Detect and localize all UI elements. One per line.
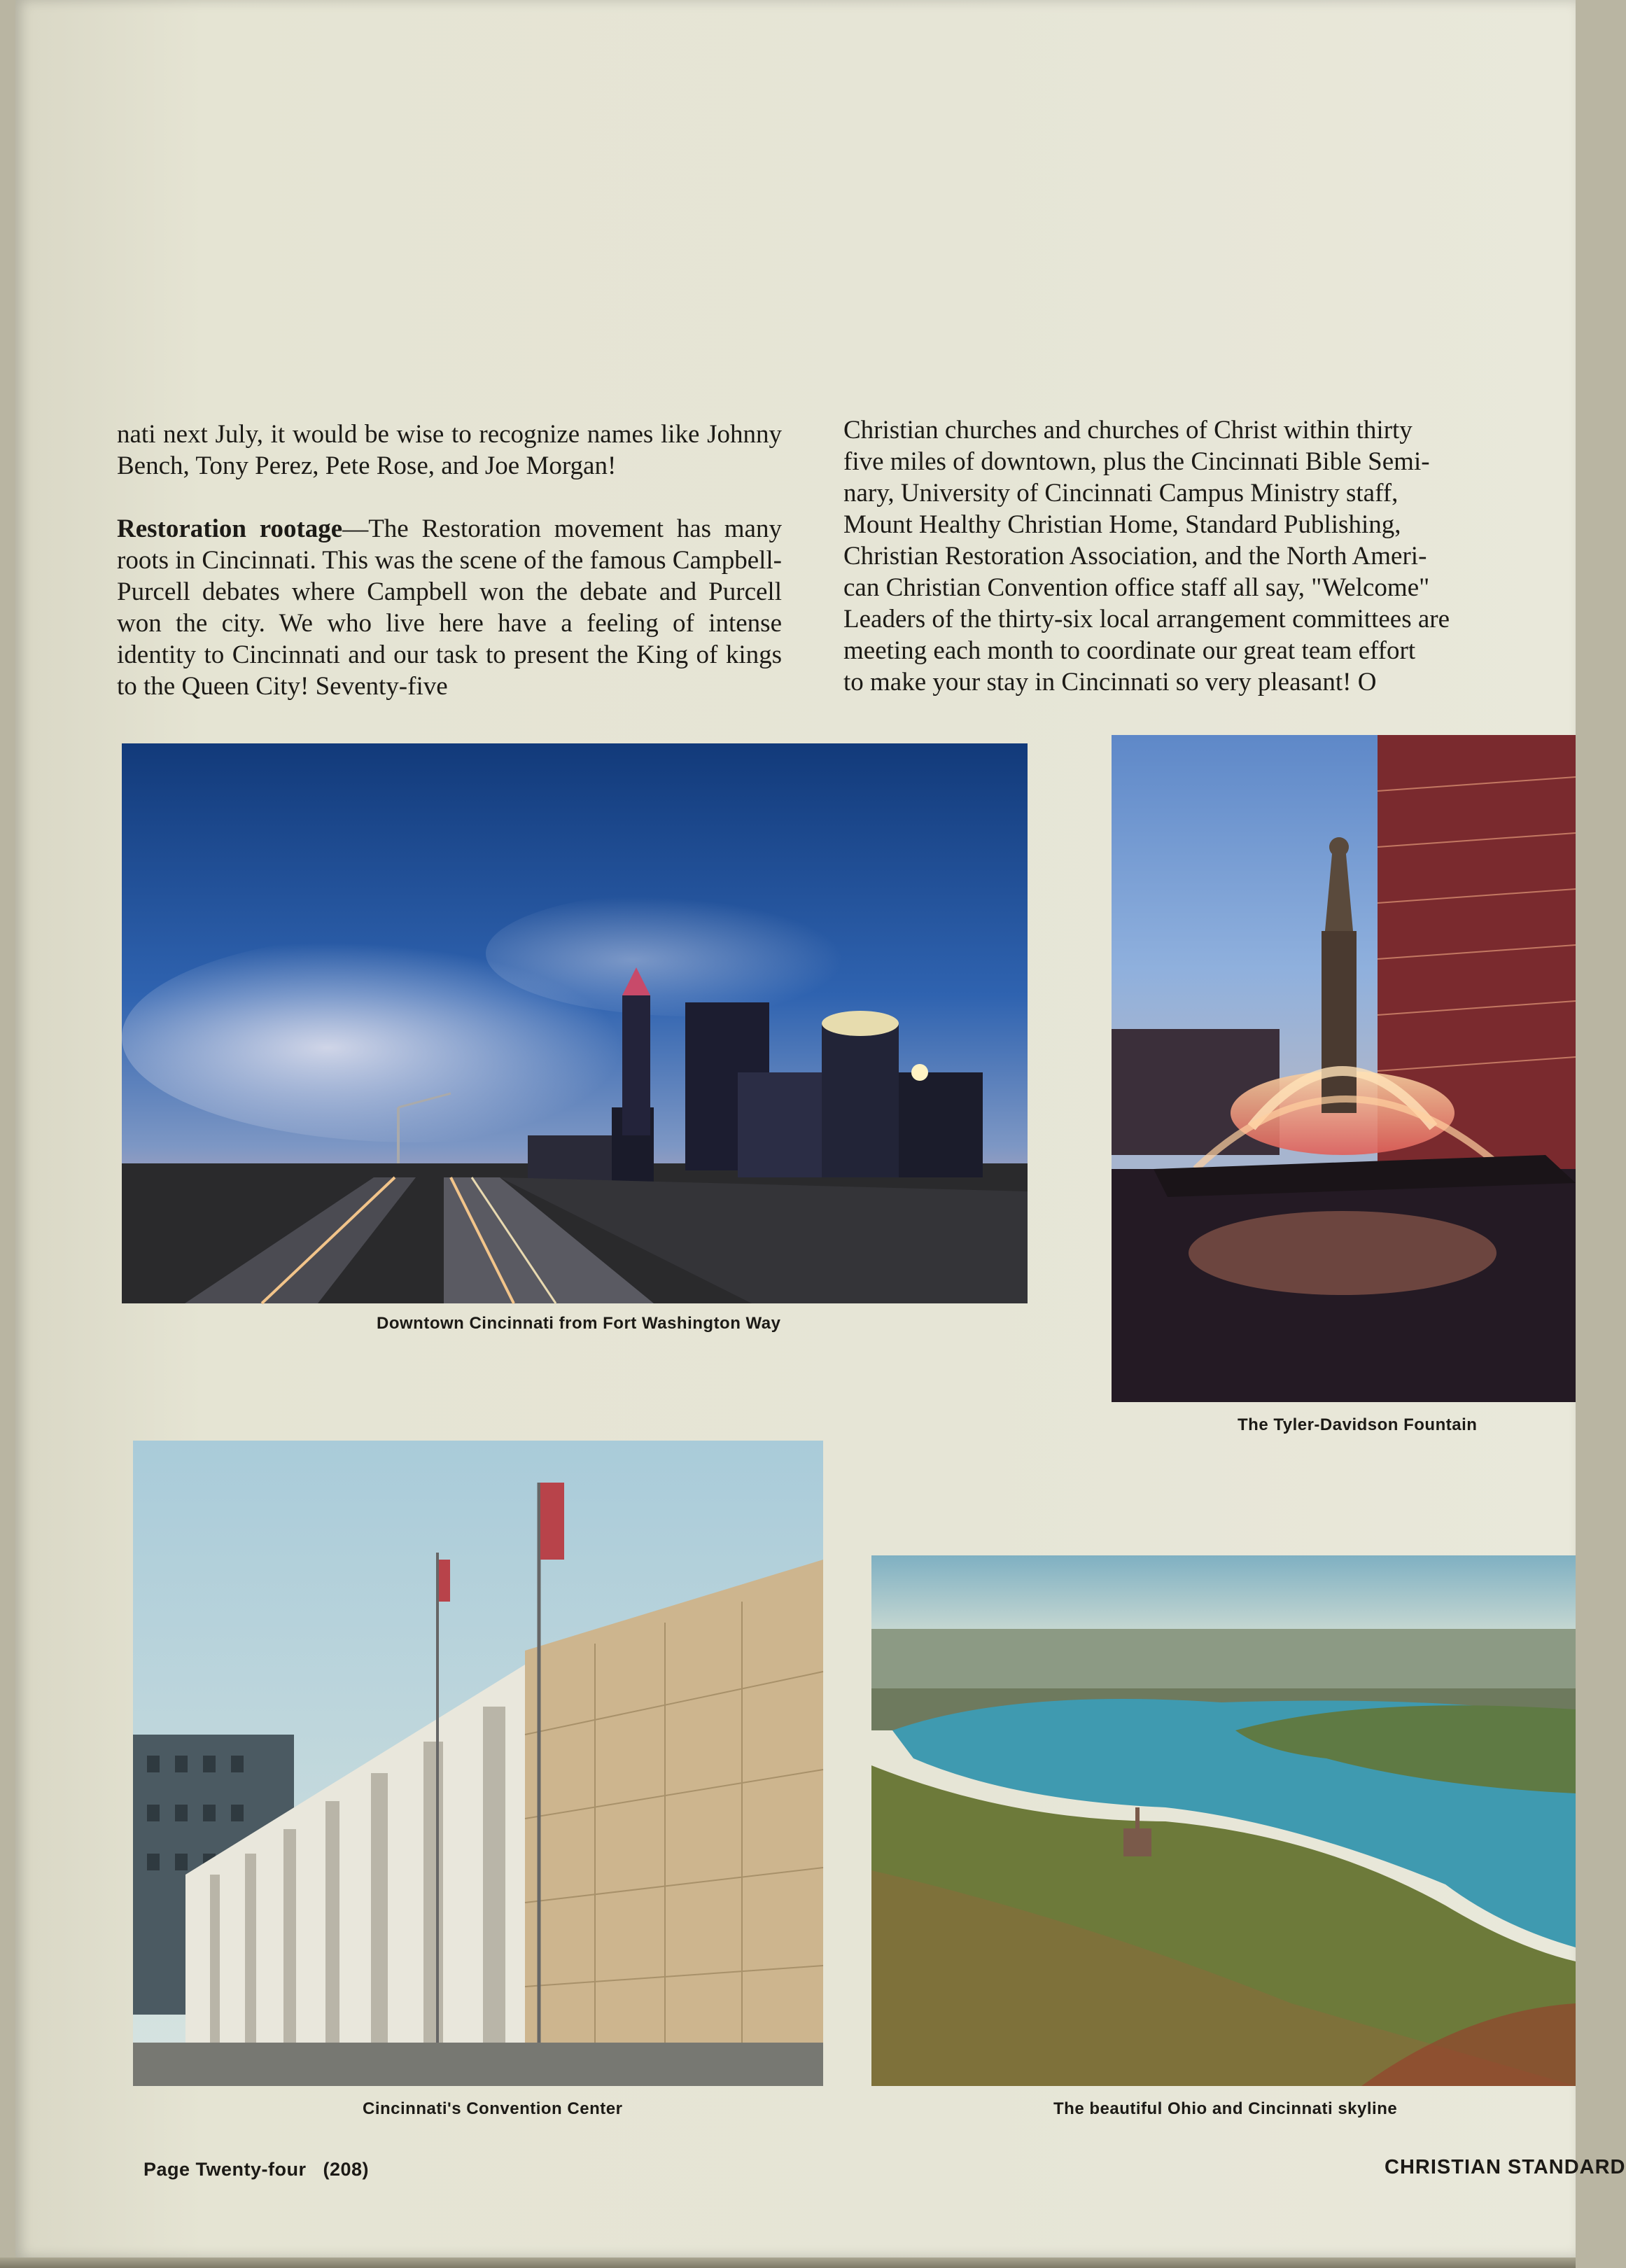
- photo-convention-center: [133, 1441, 823, 2086]
- page-bottom-edge: [0, 2258, 1576, 2268]
- paragraph-body: —The Restoration movement has many roots in Cincinnati. This was the scene of the famous Campbell-Purcell debates where Campbell won the debate and Purcell won the city. We who live here have a feeling of intense identity to Cincinnati and our task to present the King of kings to the Queen City! Seventy-five: [117, 514, 782, 701]
- article-paragraph-1: nati next July, it would be wise to recognize names like Johnny Bench, Tony Perez, Pete Rose, and Joe Morgan!: [117, 420, 782, 480]
- text-line: five miles of downtown, plus the Cincinnati Bible Semi-: [843, 447, 1430, 476]
- photo-downtown-cincinnati: [122, 743, 1028, 1303]
- photo-caption: Cincinnati's Convention Center: [363, 2099, 623, 2118]
- photo-ohio-river-skyline: [871, 1555, 1576, 2086]
- show-through-heading: [546, 136, 1316, 270]
- run-in-heading: Restoration rootage: [117, 514, 343, 543]
- article-right-column: [843, 414, 1576, 698]
- text-line: Christian churches and churches of Christ within thirty: [843, 416, 1413, 444]
- text-line: to make your stay in Cincinnati so very pleasant! O: [843, 668, 1377, 696]
- photo-caption: The beautiful Ohio and Cincinnati skyline: [1053, 2099, 1398, 2118]
- text-line: Christian Restoration Association, and the North Ameri-: [843, 542, 1427, 570]
- text-line: can Christian Convention office staff all say, "Welcome": [843, 573, 1430, 602]
- text-line: Mount Healthy Christian Home, Standard Publishing,: [843, 510, 1401, 539]
- text-line: nary, University of Cincinnati Campus Ministry staff,: [843, 479, 1399, 507]
- text-line: meeting each month to coordinate our great team effort: [843, 636, 1416, 665]
- page-number: Page Twenty-four (208): [143, 2159, 370, 2180]
- article-paragraph-2: [117, 513, 782, 702]
- text-line: Leaders of the thirty-six local arrangement committees are: [843, 605, 1450, 634]
- photo-caption: Downtown Cincinnati from Fort Washington Way: [377, 1314, 781, 1333]
- photo-caption: The Tyler-Davidson Fountain: [1238, 1415, 1478, 1434]
- photo-tyler-davidson-fountain: [1112, 735, 1576, 1402]
- magazine-name: CHRISTIAN STANDARD: [1385, 2156, 1626, 2178]
- article-left-column: [117, 419, 782, 702]
